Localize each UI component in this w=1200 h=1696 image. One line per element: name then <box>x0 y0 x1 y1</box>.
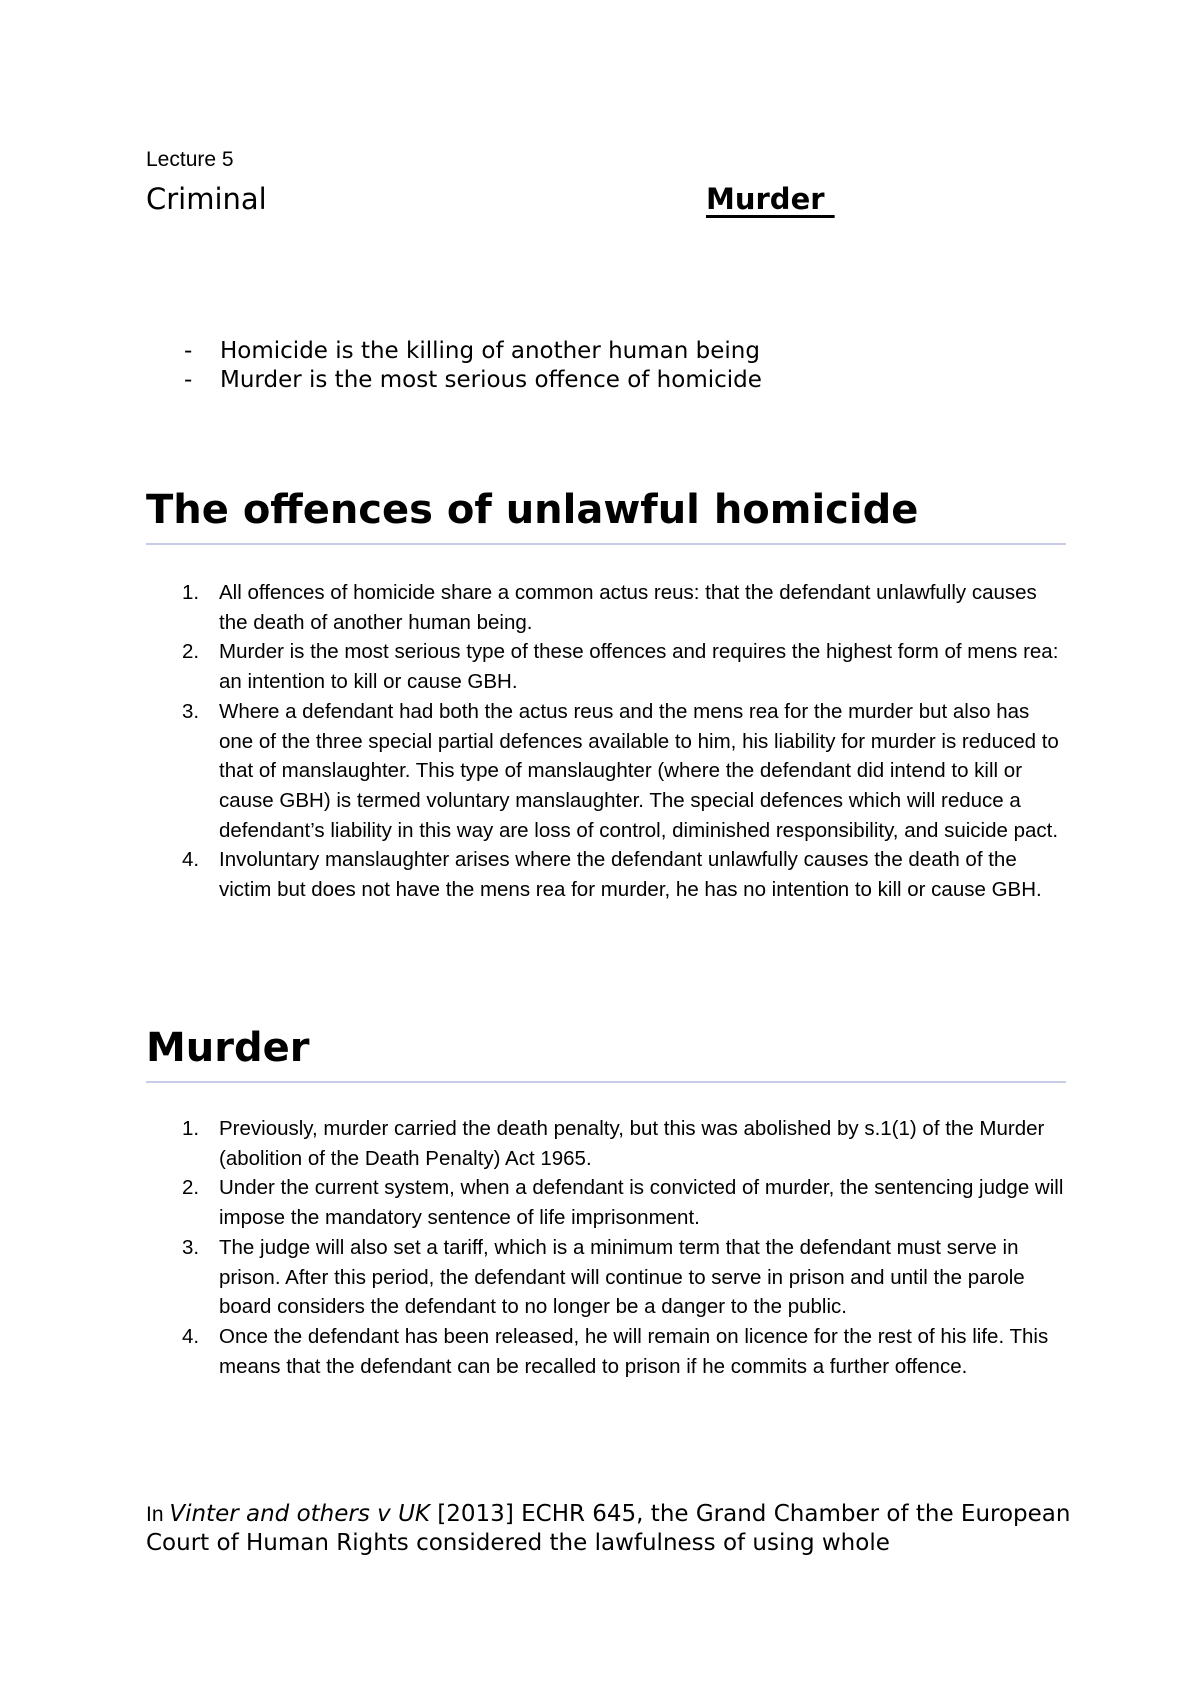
paragraph-lead-in: In <box>146 1503 170 1526</box>
intro-point <box>146 366 1066 395</box>
list-item <box>146 1322 1066 1381</box>
item-number: 3. <box>182 1235 200 1259</box>
murder-list <box>146 1114 1066 1381</box>
intro-point-list <box>146 337 1066 395</box>
item-text: Under the current system, when a defendant is convicted of murder, the sentencing judge will impose the mandatory sentence of life imprisonment. <box>219 1176 1064 1230</box>
intro-point-text: Homicide is the killing of another human being <box>220 338 760 364</box>
item-text: All offences of homicide share a common actus reus: that the defendant unlawfully causes the death of another human being. <box>219 581 1037 634</box>
section-heading-unlawful-homicide: The offences of unlawful homicide <box>146 486 1066 545</box>
section-heading-murder: Murder <box>146 1024 1066 1083</box>
item-text: Once the defendant has been released, he will remain on licence for the rest of his life. This means that the defendant can be recalled to prison if he commits a further offence. <box>219 1324 1049 1378</box>
list-item <box>146 637 1066 696</box>
item-text: Murder is the most serious type of these offences and requires the highest form of mens rea: an intention to kill or cause GBH. <box>219 640 1059 694</box>
unlawful-homicide-list <box>146 578 1066 905</box>
dash-bullet: - <box>184 338 193 364</box>
paragraph-body: [2013] ECHR 645, the Grand Chamber of the European Court of Human Rights considered the lawfulness of using whole <box>146 1501 1071 1556</box>
item-number: 3. <box>182 699 200 723</box>
list-item <box>146 578 1066 637</box>
item-number: 4. <box>182 848 200 872</box>
dash-bullet: - <box>184 367 193 393</box>
list-item <box>146 697 1066 846</box>
item-number: 4. <box>182 1324 200 1348</box>
intro-point-text: Murder is the most serious offence of homicide <box>220 367 762 393</box>
lecture-label: Lecture 5 <box>146 148 234 171</box>
item-text: Involuntary manslaughter arises where the defendant unlawfully causes the death of the victim but does not have the mens rea for murder, he has no intention to kill or cause GBH. <box>219 848 1042 902</box>
list-item <box>146 1233 1066 1322</box>
item-number: 1. <box>182 1117 200 1140</box>
item-number: 1. <box>182 581 200 604</box>
item-number: 2. <box>182 1176 200 1200</box>
vinter-case-paragraph <box>146 1500 1076 1558</box>
case-name: Vinter and others v UK <box>169 1501 430 1527</box>
list-item <box>146 1114 1066 1173</box>
list-item <box>146 1173 1066 1232</box>
document-title: Murder <box>706 182 835 216</box>
intro-point <box>146 337 1066 366</box>
subject-label: Criminal <box>146 182 267 216</box>
item-text: Where a defendant had both the actus reus and the mens rea for the murder but also has one of the three special partial defences available to him, his liability for murder is reduced to that of manslaughter. This type of manslaughter (where the defendant did intend to kill or cause GBH) is termed voluntary manslaughter. The special defences which will reduce a defendant’s liability in this way are loss of control, diminished responsibility, and suicide pact. <box>219 699 1059 842</box>
item-text: The judge will also set a tariff, which is a minimum term that the defendant must serve in prison. After this period, the defendant will continue to serve in prison and until the parole board considers the defendant to no longer be a danger to the public. <box>219 1235 1025 1319</box>
item-text: Previously, murder carried the death penalty, but this was abolished by s.1(1) of the Murder (abolition of the Death Penalty) Act 1965. <box>219 1117 1045 1170</box>
item-number: 2. <box>182 640 200 664</box>
list-item <box>146 845 1066 904</box>
